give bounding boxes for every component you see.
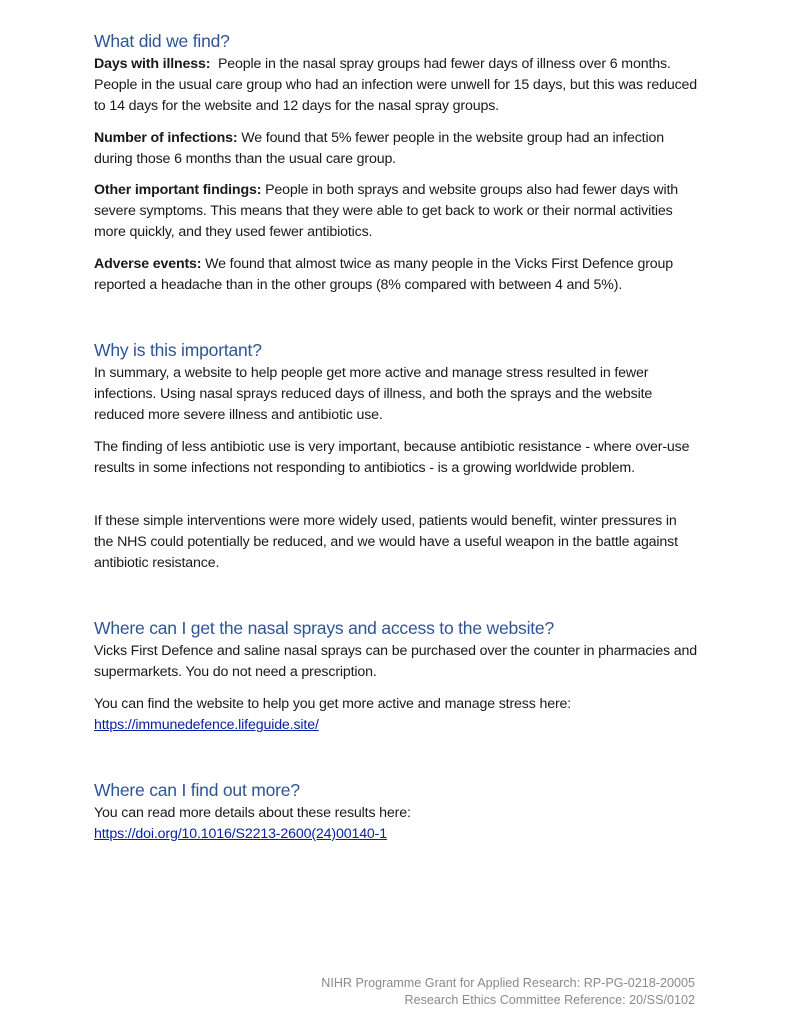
footer-ethics: Research Ethics Committee Reference: 20/SS/0102 <box>404 993 695 1007</box>
doi-link[interactable]: https://doi.org/10.1016/S2213-2600(24)00140-1 <box>94 826 387 842</box>
finding-number-of-infections <box>94 128 699 170</box>
website-intro: You can find the website to help you get more active and manage stress here: <box>94 696 572 712</box>
finding-text: People in both sprays and website groups also had fewer days with severe symptoms. This means that they were able to get back to work or their normal activities more quickly, and they used fewer antibiotics. <box>94 182 679 240</box>
website-info <box>94 694 699 736</box>
finding-text: People in the nasal spray groups had fewer days of illness over 6 months. People in the usual care group who had an infection were unwell for 15 days, but this was reduced to 14 days for the website and 12 days for the nasal spray groups. <box>94 56 701 114</box>
finding-label: Adverse events: <box>94 256 202 272</box>
finding-text: We found that almost twice as many people in the Vicks First Defence group reported a headache than in the other groups (8% compared with between 4 and 5%). <box>94 256 674 293</box>
finding-label: Days with illness: <box>94 56 211 72</box>
finding-text: We found that 5% fewer people in the website group had an infection during those 6 months than the usual care group. <box>94 130 664 167</box>
why-paragraph-3: If these simple interventions were more widely used, patients would benefit, winter pressures in the NHS could potentially be reduced, and we would have a useful weapon in the battle against antibiotic resistance. <box>94 513 678 571</box>
finding-label: Other important findings: <box>94 182 262 198</box>
finding-label: Number of infections: <box>94 130 238 146</box>
heading-find-out-more: Where can I find out more? <box>94 780 300 800</box>
website-link[interactable]: https://immunedefence.lifeguide.site/ <box>94 717 319 733</box>
why-paragraph-2: The finding of less antibiotic use is very important, because antibiotic resistance - where over-use results in some infections not responding to antibiotics - is a growing worldwide problem. <box>94 439 690 476</box>
finding-days-with-illness <box>94 54 699 117</box>
where-paragraph: Vicks First Defence and saline nasal sprays can be purchased over the counter in pharmacies and supermarkets. You do not need a prescription. <box>94 643 697 680</box>
finding-adverse-events <box>94 254 699 296</box>
more-intro: You can read more details about these results here: <box>94 805 411 821</box>
heading-where-get: Where can I get the nasal sprays and access to the website? <box>94 618 554 638</box>
more-info <box>94 803 699 845</box>
finding-other-important <box>94 180 699 243</box>
why-paragraph-1: In summary, a website to help people get more active and manage stress resulted in fewer infections. Using nasal sprays reduced days of illness, and both the sprays and the website reduced more severe illness and antibiotic use. <box>94 365 653 423</box>
heading-what-did-we-find: What did we find? <box>94 31 230 51</box>
footer-grant: NIHR Programme Grant for Applied Research: RP-PG-0218-20005 <box>321 976 695 990</box>
heading-why-important: Why is this important? <box>94 340 262 360</box>
